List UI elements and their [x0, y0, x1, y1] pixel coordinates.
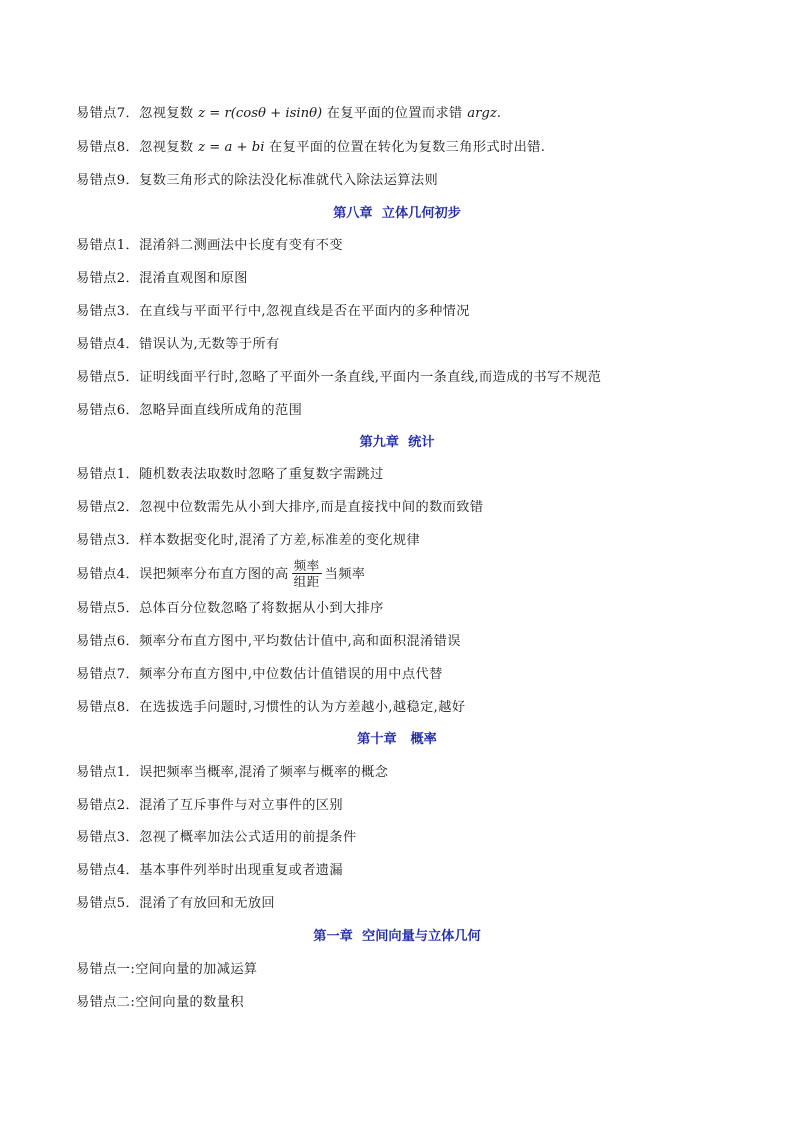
error-point-label: 易错点1．: [76, 467, 140, 482]
error-point-label: 易错点4．: [76, 567, 140, 582]
error-point-8: [76, 140, 545, 156]
error-point: [76, 634, 461, 650]
error-point-text: 证明线面平行时,忽略了平面外一条直线,平面内一条直线,而造成的书写不规范: [139, 370, 602, 385]
formula: z = a + bi: [198, 140, 265, 155]
error-point-label: 易错点8．: [76, 140, 140, 155]
error-point-text: 基本事件列举时出现重复或者遗漏: [139, 863, 343, 878]
error-point-9: [76, 173, 438, 189]
error-point-label: 易错点5．: [76, 370, 140, 385]
error-point-text: 混淆斜二测画法中长度有变有不变: [139, 238, 343, 253]
error-point: [76, 798, 343, 814]
error-point: [76, 500, 483, 516]
error-point-label: 易错点1．: [76, 765, 140, 780]
error-point: [76, 559, 365, 590]
error-point-label: 易错点一:: [76, 962, 136, 977]
error-point: [76, 337, 280, 353]
error-point: [76, 863, 343, 879]
error-point-label: 易错点4．: [76, 863, 140, 878]
error-point-text: 混淆直观图和原图: [139, 271, 248, 286]
error-point-label: 易错点6．: [76, 634, 140, 649]
error-point: [76, 896, 275, 912]
fraction: [292, 558, 322, 589]
error-point-label: 易错点1．: [76, 238, 140, 253]
chapter-heading: 第九章 统计: [359, 435, 435, 450]
error-point-text: 混淆了互斥事件与对立事件的区别: [139, 798, 343, 813]
error-point: [76, 403, 302, 419]
error-point: [76, 533, 420, 549]
error-point: [76, 370, 601, 386]
error-point: [76, 601, 384, 617]
error-point-text: 频率分布直方图中,中位数估计值错误的用中点代替: [139, 667, 443, 682]
error-point-text: 在复平面的位置在转化为复数三角形式时出错.: [269, 140, 546, 155]
chapter-heading: 第八章 立体几何初步: [333, 206, 461, 221]
error-point-7: [76, 106, 501, 122]
error-point-text: 在复平面的位置而求错: [326, 106, 463, 121]
error-point-text: 误把频率当概率,混淆了频率与概率的概念: [139, 765, 389, 780]
error-point-label: 易错点二:: [76, 995, 136, 1010]
chapter-heading: 第十章 概率: [357, 732, 437, 747]
error-point-label: 易错点5．: [76, 896, 140, 911]
error-point: [76, 830, 357, 846]
error-point-text: 复数三角形式的除法没化标准就代入除法运算法则: [139, 173, 439, 188]
error-point: [76, 995, 244, 1011]
error-point-label: 易错点5．: [76, 601, 140, 616]
error-point-text: 忽视了概率加法公式适用的前提条件: [139, 830, 357, 845]
fraction-denominator: 组距: [293, 574, 320, 589]
error-point-label: 易错点3．: [76, 533, 140, 548]
error-point: [76, 700, 465, 716]
error-point-text: 随机数表法取数时忽略了重复数字需跳过: [139, 467, 384, 482]
error-point-label: 易错点7．: [76, 106, 140, 121]
error-point-label: 易错点4．: [76, 337, 140, 352]
fraction-numerator: 频率: [293, 558, 320, 573]
error-point-text: 忽视中位数需先从小到大排序,而是直接找中间的数而致错: [139, 500, 484, 515]
error-point-text: 混淆了有放回和无放回: [139, 896, 276, 911]
error-point-text: 当频率: [324, 567, 366, 582]
error-point-text: 频率分布直方图中,平均数估计值中,高和面积混淆错误: [139, 634, 461, 649]
error-point-label: 易错点2．: [76, 798, 140, 813]
error-point-text: 空间向量的数量积: [135, 995, 244, 1010]
error-point: [76, 271, 248, 287]
error-point: [76, 962, 258, 978]
error-point-text: 样本数据变化时,混淆了方差,标准差的变化规律: [139, 533, 421, 548]
error-point: [76, 765, 388, 781]
error-point-label: 易错点7．: [76, 667, 140, 682]
error-point-text: 忽视复数: [139, 140, 194, 155]
error-point-label: 易错点2．: [76, 500, 140, 515]
error-point-text: 总体百分位数忽略了将数据从小到大排序: [139, 601, 384, 616]
error-point-label: 易错点6．: [76, 403, 140, 418]
error-point: [76, 238, 343, 254]
error-point: [76, 467, 384, 483]
error-point-label: 易错点3．: [76, 304, 140, 319]
error-point-text: 在直线与平面平行中,忽视直线是否在平面内的多种情况: [139, 304, 470, 319]
error-point: [76, 667, 443, 683]
formula: z = r(cosθ + isinθ): [198, 106, 323, 121]
error-point-text: 空间向量的加减运算: [135, 962, 258, 977]
error-point-text: 错误认为,无数等于所有: [139, 337, 280, 352]
error-point-label: 易错点3．: [76, 830, 140, 845]
error-point-label: 易错点8．: [76, 700, 140, 715]
error-point-label: 易错点2．: [76, 271, 140, 286]
error-point-label: 易错点9．: [76, 173, 140, 188]
error-point-text: 误把频率分布直方图的高: [139, 567, 289, 582]
error-point: [76, 304, 470, 320]
chapter-heading: 第一章 空间向量与立体几何: [313, 929, 481, 944]
formula: argz.: [467, 106, 501, 121]
error-point-text: 在选拔选手问题时,习惯性的认为方差越小,越稳定,越好: [139, 700, 466, 715]
error-point-text: 忽视复数: [139, 106, 194, 121]
error-point-text: 忽略异面直线所成角的范围: [139, 403, 303, 418]
